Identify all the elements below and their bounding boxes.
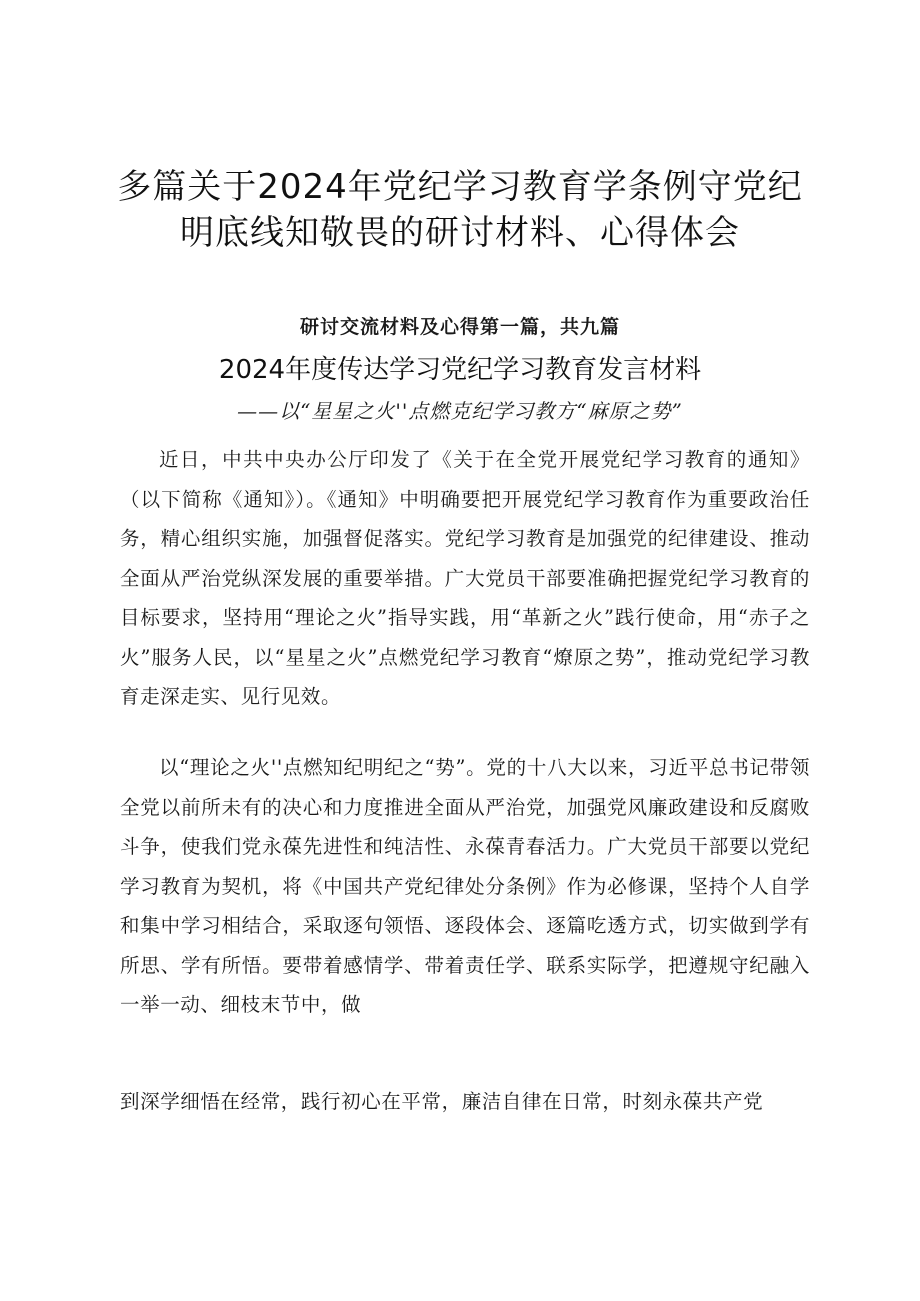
article-subtitle: ——以“星星之火''点燃克纪学习教方“麻原之势” <box>237 399 683 423</box>
body-paragraph: 近日，中共中央办公厅印发了《关于在全党开展党纪学习教育的通知》（以下简称《通知》）。《通知》中明确要把开展党纪学习教育作为重要政治任务，精心组织实施，加强督促落实。党纪学习教育是加强党的纪律建设、推动全面从严治党纵深发展的重要举措。广大党员干部要准确把握党纪学习教育的目标要求，坚持用“理论之火”指导实践，用“革新之火”践行使命，用“赤子之火”服务人民，以“星星之火”点燃党纪学习教育“燎原之势”，推动党纪学习教育走深走实、见行见效。 <box>120 448 810 708</box>
section-label: 研讨交流材料及心得第一篇，共九篇 <box>299 316 620 338</box>
body-paragraph: 以“理论之火''点燃知纪明纪之“势”。党的十八大以来，习近平总书记带领全党以前所未有的决心和力度推进全面从严治党，加强党风廉政建设和反腐败斗争，使我们党永葆先进性和纯洁性、永葆青春活力。广大党员干部要以党纪学习教育为契机，将《中国共产党纪律处分条例》作为必修课，坚持个人自学和集中学习相结合，采取逐句领悟、逐段体会、逐篇吃透方式，切实做到学有所思、学有所悟。要带着感情学、带着责任学、联系实际学，把遵规守纪融入一举一动、细枝末节中，做 <box>120 756 810 1016</box>
main-title-line-1: 多篇关于2024年党纪学习教育学条例守党纪 <box>117 167 803 207</box>
main-title-line-2: 明底线知敬畏的研讨材料、心得体会 <box>180 213 740 253</box>
body-paragraph: 到深学细悟在经常，践行初心在平常，廉洁自律在日常，时刻永葆共产党 <box>120 1090 764 1113</box>
article-title: 2024年度传达学习党纪学习教育发言材料 <box>218 355 702 385</box>
